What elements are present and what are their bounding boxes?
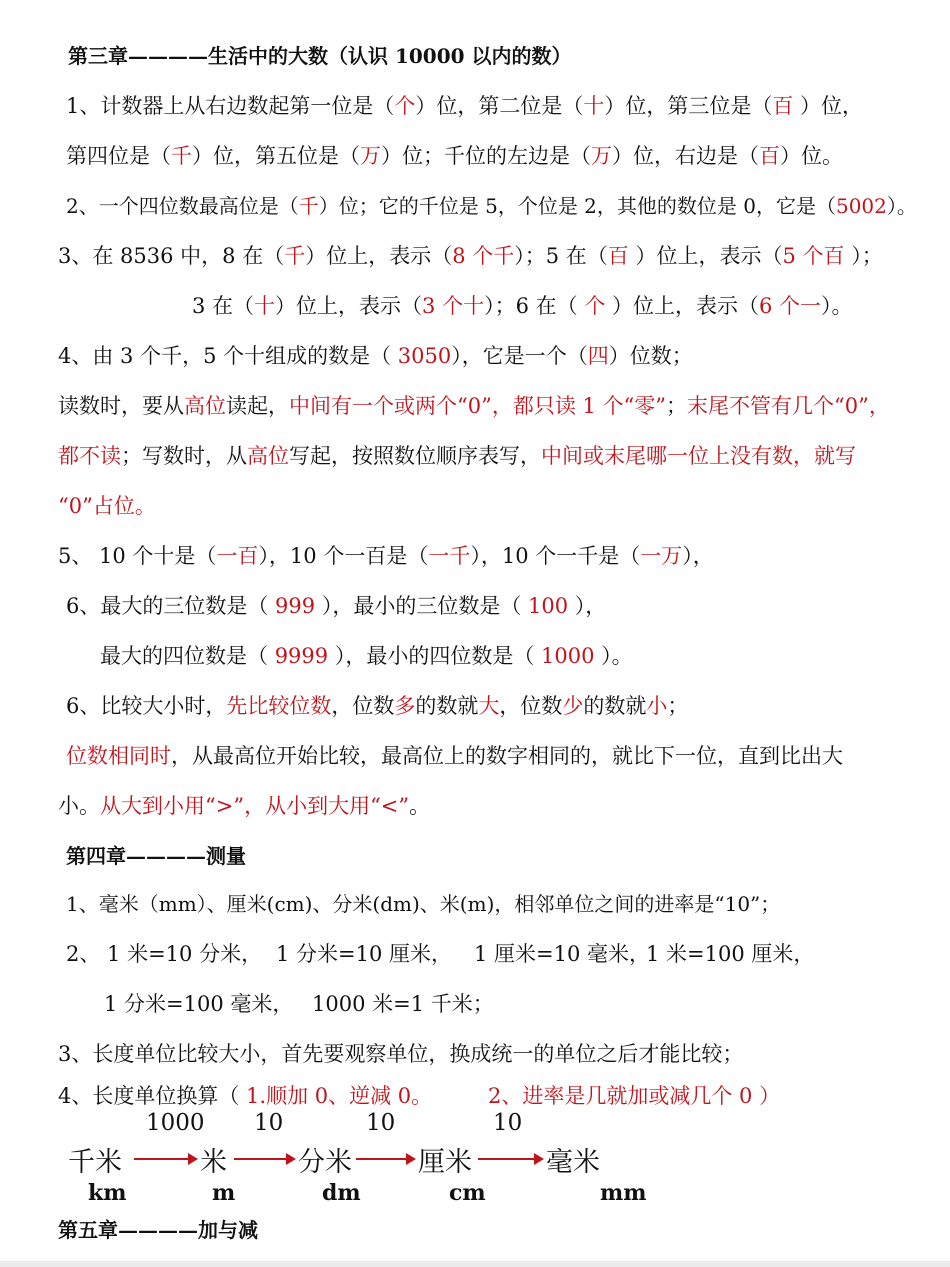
rate-cm-mm: 10 xyxy=(493,1110,523,1136)
unit-km-cn: 千米 xyxy=(68,1147,122,1178)
ch3-line-2: 第四位是（千）位，第五位是（万）位；千位的左边是（万）位，右边是（百）位。 xyxy=(66,144,843,168)
ch3-line-3: 2、一个四位数最高位是（千）位；它的千位是 5，个位是 2，其他的数位是 0，它是（5002）。 xyxy=(66,194,917,218)
ch3-line-max-min-4: 最大的四位数是（ 9999 ），最小的四位数是（ 1000 ）。 xyxy=(100,644,633,668)
ch3-compare-rule: 6、比较大小时，先比较位数，位数多的数就大，位数少的数就小； xyxy=(66,694,689,718)
page-bottom-edge xyxy=(0,1261,950,1267)
unit-km-en: km xyxy=(88,1180,127,1206)
ch3-reading-rule: 读数时，要从高位读起，中间有一个或两个“0”，都只读 1 个“零”；末尾不管有几个“0”， xyxy=(58,394,890,418)
arrow-right-icon xyxy=(134,1158,196,1160)
arrow-right-icon xyxy=(478,1158,542,1160)
ch3-line-1: 1、计数器上从右边数起第一位是（个）位，第二位是（十）位，第三位是（百 ）位， xyxy=(66,94,864,118)
ch3-line-6: 4、由 3 个千，5 个十组成的数是（ 3050），它是一个（四）位数； xyxy=(58,344,693,368)
chapter-3-title: 第三章————生活中的大数（认识 10000 以内的数） xyxy=(68,44,572,68)
ch4-line-4: 3、长度单位比较大小，首先要观察单位，换成统一的单位之后才能比较； xyxy=(58,1042,744,1066)
unit-mm-en: mm xyxy=(600,1180,647,1206)
unit-cm-cn: 厘米 xyxy=(418,1147,472,1178)
ch3-compare-rule-2: 位数相同时，从最高位开始比较，最高位上的数字相同的，就比下一位，直到比出大 xyxy=(66,744,843,768)
unit-dm-en: dm xyxy=(322,1180,361,1206)
ch3-compare-rule-3: 小。从大到小用“>”，从小到大用“<”。 xyxy=(58,794,431,818)
rate-dm-cm: 10 xyxy=(366,1110,396,1136)
ch3-line-4: 3、在 8536 中，8 在（千）位上，表示（8 个千）；5 在（百 ）位上，表示（5 个百 ）； xyxy=(58,244,883,268)
rate-m-dm: 10 xyxy=(254,1110,284,1136)
ch3-line-5-units: 5、 10 个十是（一百），10 个一百是（一千），10 个一千是（一万）， xyxy=(58,544,714,568)
unit-dm-cn: 分米 xyxy=(298,1147,352,1178)
chapter-4-title: 第四章————测量 xyxy=(66,844,246,868)
unit-m-cn: 米 xyxy=(200,1147,227,1178)
ch4-line-1: 1、毫米（mm）、厘米(cm)、分米(dm)、米(m)，相邻单位之间的进率是“10”； xyxy=(66,892,781,916)
ch3-line-5: 3 在（十）位上，表示（3 个十）；6 在（ 个 ）位上，表示（6 个一）。 xyxy=(192,294,853,318)
unit-mm-cn: 毫米 xyxy=(546,1147,600,1178)
unit-m-en: m xyxy=(212,1180,236,1206)
ch3-writing-rule: 都不读；写数时，从高位写起，按照数位顺序表写，中间或末尾哪一位上没有数，就写 xyxy=(58,444,856,468)
ch3-writing-rule-end: “0”占位。 xyxy=(58,494,156,518)
rate-km-m: 1000 xyxy=(146,1110,205,1136)
arrow-right-icon xyxy=(234,1158,294,1160)
chapter-5-title: 第五章————加与减 xyxy=(58,1218,258,1242)
unit-cm-en: cm xyxy=(449,1180,486,1206)
ch4-line-3: 1 分米=100 毫米， 1000 米=1 千米； xyxy=(104,992,494,1016)
ch4-line-5: 4、长度单位换算（ 1.顺加 0、逆减 0。 2、进率是几就加或减几个 0 ） xyxy=(58,1084,781,1108)
ch3-line-max-min-3: 6、最大的三位数是（ 999 ），最小的三位数是（ 100 ）， xyxy=(66,594,607,618)
ch4-line-2: 2、 1 米=10 分米， 1 分米=10 厘米， 1 厘米=10 毫米， 1 米=100 厘米， xyxy=(66,942,815,966)
arrow-right-icon xyxy=(356,1158,414,1160)
